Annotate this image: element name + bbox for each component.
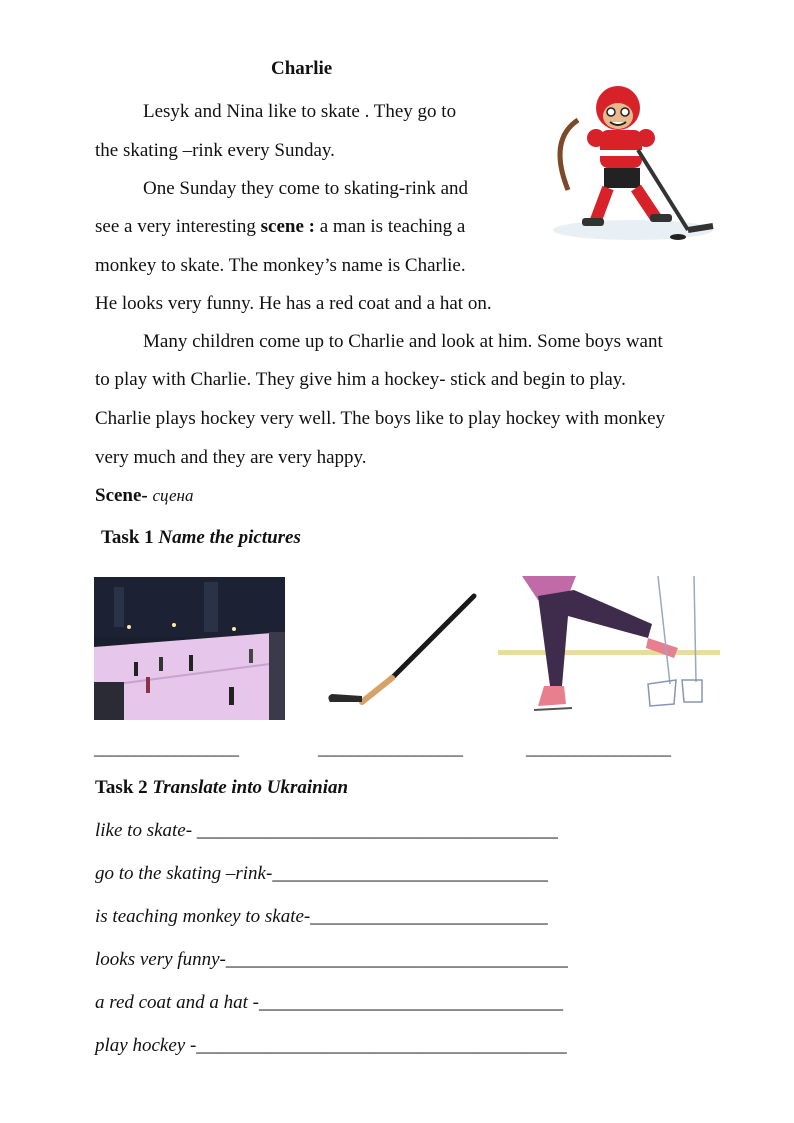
vocab-word: Scene- xyxy=(95,485,148,506)
story-line: One Sunday they come to skating-rink and xyxy=(143,178,469,199)
translate-item xyxy=(95,906,548,928)
translate-phrase: like to skate- xyxy=(95,820,197,841)
translate-blank[interactable]: _______________________________________ xyxy=(196,1035,567,1056)
name-picture-blank-1[interactable]: __________________ xyxy=(94,738,238,758)
task2-label: Task 2 xyxy=(95,777,148,798)
task2-heading xyxy=(95,777,348,799)
translate-item xyxy=(95,1035,567,1057)
vocab-translation: сцена xyxy=(152,486,194,505)
translate-phrase: a red coat and a hat - xyxy=(95,992,259,1013)
story-line: Lesyk and Nina like to skate . They go to xyxy=(143,101,457,122)
task2-instruction: Translate into Ukrainian xyxy=(152,777,349,798)
translate-blank[interactable]: ________________________________ xyxy=(258,992,563,1013)
story-line: very much and they are very happy. xyxy=(95,447,367,468)
translate-blank[interactable]: _____________________________ xyxy=(272,863,548,884)
task1-label: Task 1 xyxy=(101,527,154,548)
story-line: monkey to skate. The monkey’s name is Charlie. xyxy=(95,255,466,276)
translate-item xyxy=(95,992,563,1014)
hockey-stick-picture xyxy=(322,590,482,712)
vocab-note xyxy=(95,484,193,508)
translate-item xyxy=(95,949,568,971)
story-text: a man is teaching a xyxy=(315,216,466,237)
task1-heading xyxy=(101,527,301,549)
translate-phrase: looks very funny- xyxy=(95,949,226,970)
translate-phrase: play hockey - xyxy=(95,1035,197,1056)
story-line: He looks very funny. He has a red coat and a hat on. xyxy=(95,293,492,314)
skater-legs-picture xyxy=(498,576,720,720)
translate-phrase: is teaching monkey to skate- xyxy=(95,906,311,927)
story-title: Charlie xyxy=(271,58,333,79)
story-line: Many children come up to Charlie and look at him. Some boys want xyxy=(143,331,663,352)
name-picture-blank-3[interactable]: __________________ xyxy=(526,738,670,758)
translate-item xyxy=(95,863,548,885)
story-line: Charlie plays hockey very well. The boys like to play hockey with monkey xyxy=(95,408,666,429)
story-text: see a very interesting xyxy=(95,216,261,237)
translate-blank[interactable]: ____________________________________ xyxy=(225,949,568,970)
story-line: to play with Charlie. They give him a hockey- stick and begin to play. xyxy=(95,369,626,390)
translate-blank[interactable]: _________________________ xyxy=(310,906,548,927)
skating-rink-photo xyxy=(94,577,285,720)
translate-item xyxy=(95,820,558,842)
name-picture-blank-2[interactable]: __________________ xyxy=(318,738,462,758)
story-bold-word: scene : xyxy=(260,216,315,237)
task1-instruction: Name the pictures xyxy=(158,527,301,548)
translate-phrase: go to the skating –rink- xyxy=(95,863,273,884)
monkey-hockey-illustration xyxy=(538,80,723,248)
story-line xyxy=(95,215,465,239)
translate-blank[interactable]: ______________________________________ xyxy=(196,820,558,841)
story-line: the skating –rink every Sunday. xyxy=(95,140,335,161)
